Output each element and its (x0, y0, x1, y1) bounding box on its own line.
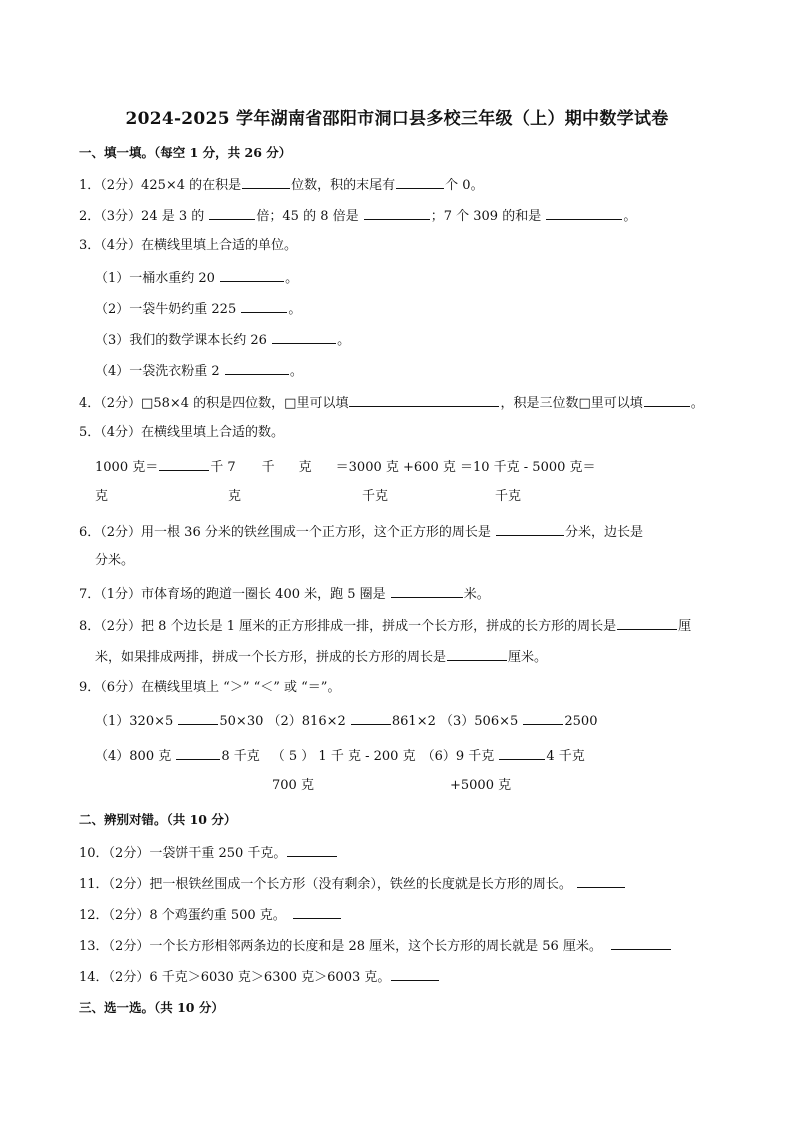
question-3-item-3: （3）我们的数学课本长约 26 。 (95, 330, 350, 350)
answer-blank[interactable] (391, 967, 439, 981)
question-1: 1．（2分）425×4 的在积是 位数，积的末尾有 个 0。 (79, 175, 484, 195)
question-3-item-1: （1）一桶水重约 20 。 (95, 268, 298, 288)
question-5-equation: 1000 克＝ 千 7 千 克 ＝3000 克 +600 克 ＝10 千克 - 5000 克＝ (95, 457, 596, 477)
section-fill-in-heading: 一、填一填。（每空 1 分，共 26 分） (79, 145, 292, 160)
question-7: 7．（1分）市体育场的跑道一圈长 400 米，跑 5 圈是 米。 (79, 584, 490, 604)
question-6: 6．（2分）用一根 36 分米的铁丝围成一个正方形，这个正方形的周长是 分米，边长是 (79, 522, 643, 542)
answer-blank[interactable] (272, 330, 336, 344)
question-2: 2．（3分）24 是 3 的 倍；45 的 8 倍是 ；7 个 309 的和是 。 (79, 206, 636, 226)
question-3: 3．（4分）在横线里填上合适的单位。 (79, 238, 298, 253)
question-9-row-1: （1）320×5 50×30 （2）816×2 861×2 （3）506×5 2500 (95, 711, 597, 731)
answer-blank[interactable] (220, 268, 284, 282)
question-8: 8．（2分）把 8 个边长是 1 厘米的正方形排成一排，拼成一个长方形，拼成的长方形的周长是 厘 (79, 616, 691, 636)
question-5-unit-1: 克 (95, 489, 109, 504)
answer-blank[interactable] (523, 711, 563, 725)
question-9-row-2: （4）800 克 8 千克 （ 5 ） 1 千 克 - 200 克 （6）9 千克 4 千克 (95, 746, 585, 766)
question-5-unit-4: 千克 (495, 489, 522, 504)
question-8-cont: 米，如果排成两排，拼成一个长方形，拼成的长方形的周长是 厘米。 (95, 647, 547, 667)
question-12: 12．（2分）8 个鸡蛋约重 500 克。 (79, 905, 342, 925)
question-11: 11．（2分）把一根铁丝围成一个长方形（没有剩余），铁丝的长度就是长方形的周长。 (79, 874, 626, 894)
section-true-false-heading: 二、辨别对错。（共 10 分） (79, 812, 237, 827)
question-14: 14．（2分）6 千克＞6030 克＞6300 克＞6003 克。 (79, 967, 440, 987)
answer-blank[interactable] (159, 457, 209, 471)
answer-blank[interactable] (364, 206, 430, 220)
question-10: 10．（2分）一袋饼干重 250 千克。 (79, 843, 338, 863)
answer-blank[interactable] (178, 711, 218, 725)
answer-blank[interactable] (644, 393, 690, 407)
answer-blank[interactable] (241, 299, 287, 313)
answer-blank[interactable] (617, 616, 677, 630)
answer-blank[interactable] (209, 206, 255, 220)
answer-blank[interactable] (496, 522, 564, 536)
question-4: 4．（2分）□58×4 的积是四位数，□里可以填 ，积是三位数□里可以填 。 (79, 393, 704, 413)
answer-blank[interactable] (447, 647, 507, 661)
answer-blank[interactable] (391, 584, 463, 598)
answer-blank[interactable] (396, 175, 444, 189)
question-5-unit-3: 千克 (362, 489, 389, 504)
question-9-row-3-left: 700 克 (272, 778, 314, 793)
answer-blank[interactable] (577, 874, 625, 888)
question-3-item-4: （4）一袋洗衣粉重 2 。 (95, 361, 303, 381)
question-13: 13．（2分）一个长方形相邻两条边的长度和是 28 厘米，这个长方形的周长就是 56 厘米。 (79, 936, 672, 956)
answer-blank[interactable] (351, 711, 391, 725)
question-5: 5．（4分）在横线里填上合适的数。 (79, 425, 285, 440)
question-6-cont: 分米。 (95, 553, 135, 568)
question-9-row-3-right: +5000 克 (450, 778, 512, 793)
question-5-unit-2: 克 (228, 489, 242, 504)
answer-blank[interactable] (293, 905, 341, 919)
answer-blank[interactable] (242, 175, 290, 189)
answer-blank[interactable] (611, 936, 671, 950)
question-9: 9．（6分）在横线里填上 “＞” “＜” 或 “＝”。 (79, 680, 341, 695)
question-3-item-2: （2）一袋牛奶约重 225 。 (95, 299, 301, 319)
page-title: 2024-2025 学年湖南省邵阳市洞口县多校三年级（上）期中数学试卷 (125, 109, 669, 129)
answer-blank[interactable] (287, 843, 337, 857)
section-multiple-choice-heading: 三、选一选。（共 10 分） (79, 1000, 224, 1015)
answer-blank[interactable] (176, 746, 220, 760)
answer-blank[interactable] (349, 393, 499, 407)
answer-blank[interactable] (499, 746, 545, 760)
answer-blank[interactable] (225, 361, 289, 375)
answer-blank[interactable] (546, 206, 622, 220)
